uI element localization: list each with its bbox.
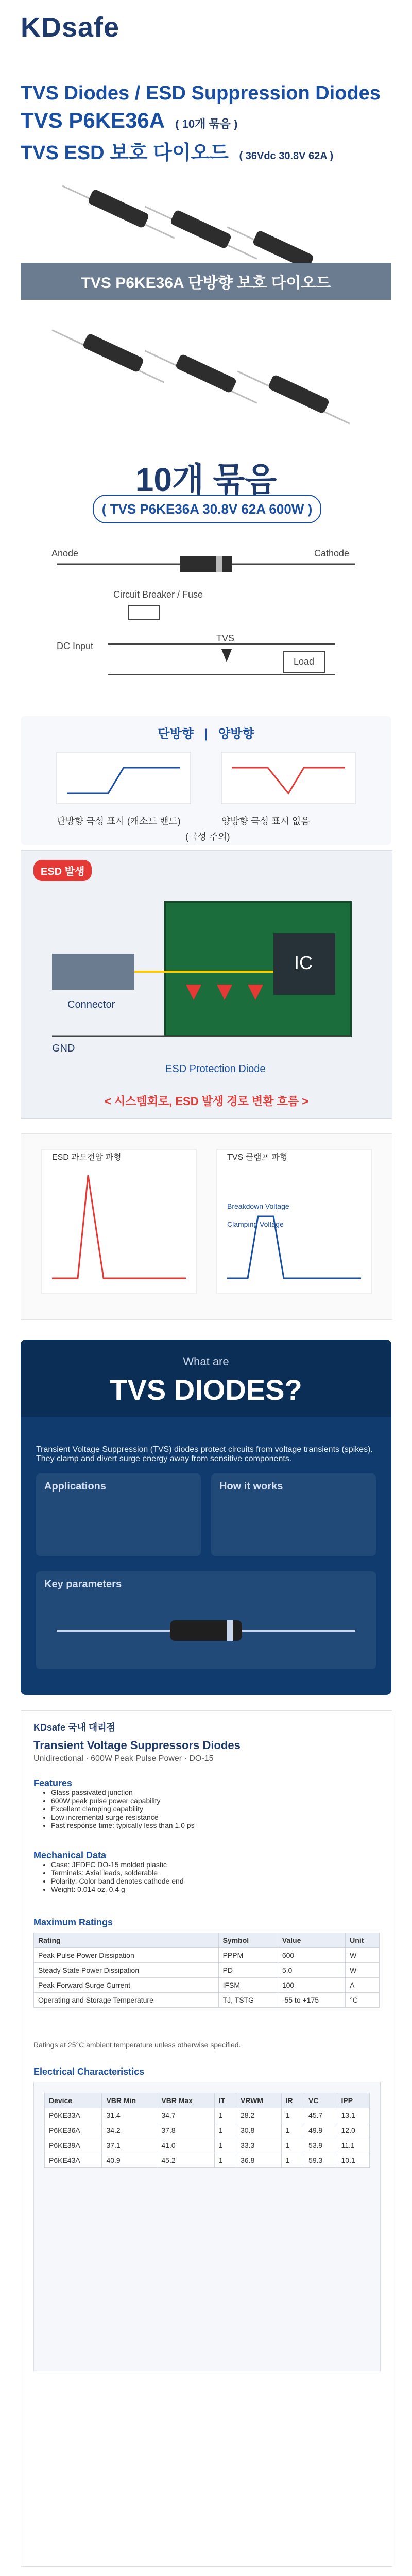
uni-caption: 단방향 극성 표시 (캐소드 밴드) <box>57 816 181 826</box>
cathode-label: Cathode <box>314 548 350 558</box>
ratings-cell: PD <box>218 1963 278 1978</box>
ratings-heading: Maximum Ratings <box>33 1917 113 1927</box>
part-cell: 1 <box>214 2123 236 2138</box>
polarity-footer: (극성 주의) <box>185 832 230 842</box>
ratings-cell: Steady State Power Dissipation <box>34 1963 219 1978</box>
ratings-cell: 100 <box>278 1978 345 1993</box>
wave-left-caption: ESD 과도전압 파형 <box>52 1153 122 1162</box>
part-header: IPP <box>337 2093 370 2108</box>
uni-bi-panel <box>21 716 391 845</box>
feature-item: • Fast response time: typically less than 1.0 ps <box>51 1821 381 1829</box>
tvs-label: TVS <box>216 633 235 643</box>
diode-body <box>87 189 149 229</box>
protection-footer: < 시스템회로, ESD 발생 경로 변환 흐름 > <box>104 1095 309 1108</box>
mechanical-item: • Terminals: Axial leads, solderable <box>51 1869 381 1877</box>
part-cell: P6KE43A <box>45 2153 102 2168</box>
bi-title: 양방향 <box>218 727 254 741</box>
part-row <box>45 2138 370 2153</box>
part-cell: P6KE36A <box>45 2123 102 2138</box>
part-cell: 37.8 <box>157 2123 214 2138</box>
part-cell: 10.1 <box>337 2153 370 2168</box>
part-cell: 34.2 <box>102 2123 157 2138</box>
uni-title: 단방향 <box>158 727 194 741</box>
dc-input-label: DC Input <box>57 641 94 651</box>
features-list <box>42 1788 381 1829</box>
ratings-cell: PPPM <box>218 1948 278 1963</box>
part-cell: 53.9 <box>304 2138 337 2153</box>
diode-body <box>267 374 330 414</box>
datasheet-title: Transient Voltage Suppressors Diodes <box>33 1739 241 1752</box>
mechanical-item: • Polarity: Color band denotes cathode end <box>51 1877 381 1885</box>
ratings-header: Unit <box>346 1933 380 1948</box>
part-cell: 1 <box>281 2153 304 2168</box>
uni-bi-title <box>21 723 391 741</box>
part-cell: P6KE39A <box>45 2138 102 2153</box>
part-header: VRWM <box>236 2093 282 2108</box>
part-cell: 49.9 <box>304 2123 337 2138</box>
part-table <box>44 2093 370 2168</box>
ratings-row <box>34 1963 380 1978</box>
wave-right-caption: TVS 클램프 파형 <box>227 1153 288 1162</box>
diode-body <box>169 209 232 249</box>
infographic-blocks <box>36 1473 376 1669</box>
info-card-title: Key parameters <box>44 1579 122 1590</box>
part-row <box>45 2153 370 2168</box>
ic-label: IC <box>294 952 313 973</box>
part-cell: 41.0 <box>157 2138 214 2153</box>
part-cell: 33.3 <box>236 2138 282 2153</box>
fuse-symbol <box>129 605 160 620</box>
esd-diode-label: ESD Protection Diode <box>165 1063 266 1075</box>
part-header: VBR Max <box>157 2093 214 2108</box>
part-cell: 34.7 <box>157 2108 214 2123</box>
mechanical-heading: Mechanical Data <box>33 1850 107 1860</box>
ratings-cell: A <box>346 1978 380 1993</box>
hero-title-line3-main: TVS ESD 보호 다이오드 <box>21 142 229 164</box>
ratings-header: Symbol <box>218 1933 278 1948</box>
breakdown-label: Breakdown Voltage <box>227 1202 289 1210</box>
ratings-cell: W <box>346 1963 380 1978</box>
clamp-label: Clamping Voltage <box>227 1220 284 1228</box>
ratings-cell: IFSM <box>218 1978 278 1993</box>
tvs-schematic <box>46 541 366 696</box>
hero-title-line3-suffix: ( 36Vdc 30.8V 62A ) <box>239 150 334 162</box>
hero-section <box>0 0 412 850</box>
gnd-label: GND <box>52 1043 75 1054</box>
protection-circuit-svg <box>31 882 382 1088</box>
ratings-cell: 600 <box>278 1948 345 1963</box>
part-row <box>45 2123 370 2138</box>
info-card <box>36 1571 376 1669</box>
hero-title-line2 <box>21 108 237 133</box>
bi-caption: 양방향 극성 표시 없음 <box>221 816 310 826</box>
ratings-row <box>34 1993 380 2008</box>
part-header: VBR Min <box>102 2093 157 2108</box>
infographic-caption: Transient Voltage Suppression (TVS) diodes protect circuits from voltage transients (spikes). They clamp and divert surge energy away from sensitive components. <box>36 1445 373 1463</box>
mechanical-item: • Weight: 0.014 oz, 0.4 g <box>51 1885 381 1893</box>
hero-title-line3 <box>21 137 333 165</box>
part-cell: P6KE33A <box>45 2108 102 2123</box>
part-cell: 31.4 <box>102 2108 157 2123</box>
part-header-row <box>45 2093 370 2108</box>
waveform-panel <box>21 1133 392 1320</box>
bundle-title: 10개 묶음 <box>135 461 277 498</box>
uni-bi-separator: | <box>204 727 208 741</box>
feature-item: • Glass passivated junction <box>51 1788 381 1797</box>
datasheet-panel <box>21 1710 392 2567</box>
brand-logo: KDsafe <box>21 12 120 43</box>
anode-label: Anode <box>52 548 79 558</box>
wave-left-box <box>42 1149 196 1294</box>
feature-item: • Low incremental surge resistance <box>51 1813 381 1821</box>
part-cell: 28.2 <box>236 2108 282 2123</box>
connector-block <box>52 954 134 990</box>
part-cell: 1 <box>214 2153 236 2168</box>
ratings-cell: 5.0 <box>278 1963 345 1978</box>
part-cell: 45.2 <box>157 2153 214 2168</box>
feature-item: • Excellent clamping capability <box>51 1805 381 1813</box>
diode-body <box>175 353 237 394</box>
datasheet-logo: KDsafe 국내 대리점 <box>33 1722 115 1733</box>
part-row <box>45 2108 370 2123</box>
info-card-title: Applications <box>44 1481 107 1492</box>
part-grid <box>33 2082 381 2371</box>
part-cell: 1 <box>214 2138 236 2153</box>
uni-bi-graphs <box>46 747 366 809</box>
esd-badge: ESD 발생 <box>33 860 92 881</box>
ratings-cell: TJ, TSTG <box>218 1993 278 2008</box>
ratings-row <box>34 1948 380 1963</box>
part-cell: 1 <box>281 2108 304 2123</box>
tvs-symbol <box>221 649 232 662</box>
hero-title-line2-main: TVS P6KE36A <box>21 108 164 132</box>
ratings-table <box>33 1933 380 2008</box>
mechanical-list <box>42 1860 381 1893</box>
part-header: VC <box>304 2093 337 2108</box>
bundle-subtitle: ( TVS P6KE36A 30.8V 62A 600W ) <box>93 495 321 523</box>
bi-graph-box <box>221 752 355 804</box>
mechanical-item: • Case: JEDEC DO-15 molded plastic <box>51 1860 381 1869</box>
features-heading: Features <box>33 1778 73 1788</box>
ratings-header: Value <box>278 1933 345 1948</box>
hero-banner: TVS P6KE36A 단방향 보호 다이오드 <box>21 263 391 300</box>
hero-title-line2-suffix: ( 10개 묶음 ) <box>175 117 238 130</box>
feature-item: • 600W peak pulse power capability <box>51 1797 381 1805</box>
part-cell: 37.1 <box>102 2138 157 2153</box>
ratings-row <box>34 1978 380 1993</box>
infographic-band <box>227 1620 233 1641</box>
uni-graph-box <box>57 752 191 804</box>
part-cell: 45.7 <box>304 2108 337 2123</box>
diode-bundle-middle <box>46 319 366 443</box>
ratings-cell: W <box>346 1948 380 1963</box>
ratings-cell: Peak Pulse Power Dissipation <box>34 1948 219 1963</box>
part-cell: 36.8 <box>236 2153 282 2168</box>
circuit-breaker-label: Circuit Breaker / Fuse <box>113 589 203 600</box>
ratings-cell: °C <box>346 1993 380 2008</box>
part-header: Device <box>45 2093 102 2108</box>
info-card-title: How it works <box>219 1481 283 1492</box>
part-cell: 40.9 <box>102 2153 157 2168</box>
infographic-title: TVS DIODES? <box>110 1374 302 1406</box>
info-card <box>211 1473 376 1556</box>
load-label: Load <box>294 656 315 667</box>
hero-title-line1: TVS Diodes / ESD Suppression Diodes <box>21 82 381 104</box>
ratings-cell: Peak Forward Surge Current <box>34 1978 219 1993</box>
part-cell: 30.8 <box>236 2123 282 2138</box>
ratings-footnote: Ratings at 25°C ambient temperature unless otherwise specified. <box>33 2041 241 2049</box>
cathode-band <box>216 556 222 572</box>
part-cell: 1 <box>214 2108 236 2123</box>
ratings-cell: Operating and Storage Temperature <box>34 1993 219 2008</box>
ratings-header-row <box>34 1933 380 1948</box>
protection-diagram <box>21 850 392 1119</box>
part-cell: 1 <box>281 2138 304 2153</box>
part-header: IR <box>281 2093 304 2108</box>
waveform-svg <box>31 1144 382 1309</box>
part-cell: 13.1 <box>337 2108 370 2123</box>
diode-body <box>82 333 144 373</box>
infographic-eyebrow: What are <box>183 1355 229 1368</box>
ratings-header: Rating <box>34 1933 219 1948</box>
ratings-cell: -55 to +175 <box>278 1993 345 2008</box>
part-cell: 1 <box>281 2123 304 2138</box>
part-header: IT <box>214 2093 236 2108</box>
datasheet-subtitle: Unidirectional · 600W Peak Pulse Power · DO-15 <box>33 1754 214 1763</box>
infographic-panel <box>21 1340 391 1695</box>
connector-label: Connector <box>67 999 115 1010</box>
part-cell: 11.1 <box>337 2138 370 2153</box>
electrical-heading: Electrical Characteristics <box>33 2066 145 2077</box>
infographic-diode-illustration <box>57 1602 355 1659</box>
part-cell: 12.0 <box>337 2123 370 2138</box>
info-card <box>36 1473 201 1556</box>
diode-symbol-body <box>180 556 232 572</box>
part-cell: 59.3 <box>304 2153 337 2168</box>
